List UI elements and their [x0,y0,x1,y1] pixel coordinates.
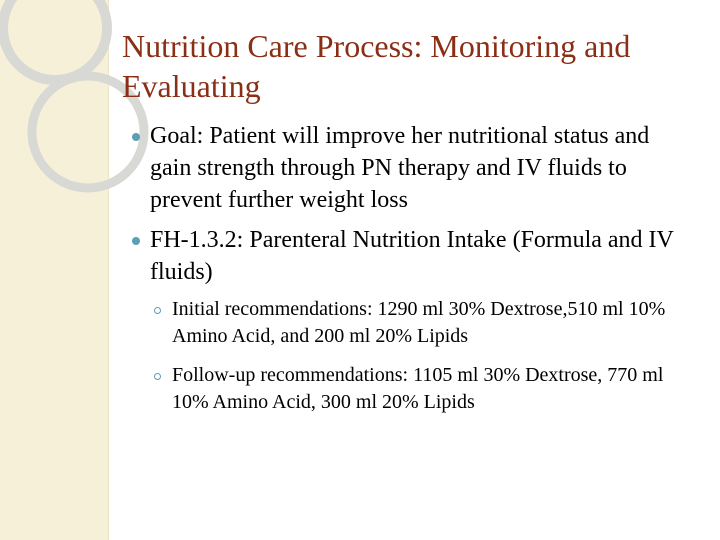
bullet-dot-icon [132,133,140,141]
bullet-pn-intake-text: FH-1.3.2: Parenteral Nutrition Intake (Formula and IV fluids) [150,227,674,285]
bullet-dot-icon [132,237,140,245]
subbullet-initial-recommendations [152,296,690,350]
slide-title: Nutrition Care Process: Monitoring and Evaluating [122,28,631,104]
subbullet-initial-text: Initial recommendations: 1290 ml 30% Dextrose,510 ml 10% Amino Acid, and 200 ml 20% Lipids [172,298,666,347]
ring-bullet-icon [154,373,161,380]
bullet-pn-intake [130,224,690,288]
bullet-goal [130,120,690,216]
ring-bullet-icon [154,307,161,314]
slide-body [130,120,690,428]
decorative-ring-top [3,0,107,80]
subbullet-followup-text: Follow-up recommendations: 1105 ml 30% Dextrose, 770 ml 10% Amino Acid, 300 ml 20% Lipids [172,364,664,413]
subbullet-followup-recommendations [152,362,690,416]
bullet-goal-text: Goal: Patient will improve her nutritional status and gain strength through PN therapy and IV fluids to prevent further weight loss [150,123,650,213]
